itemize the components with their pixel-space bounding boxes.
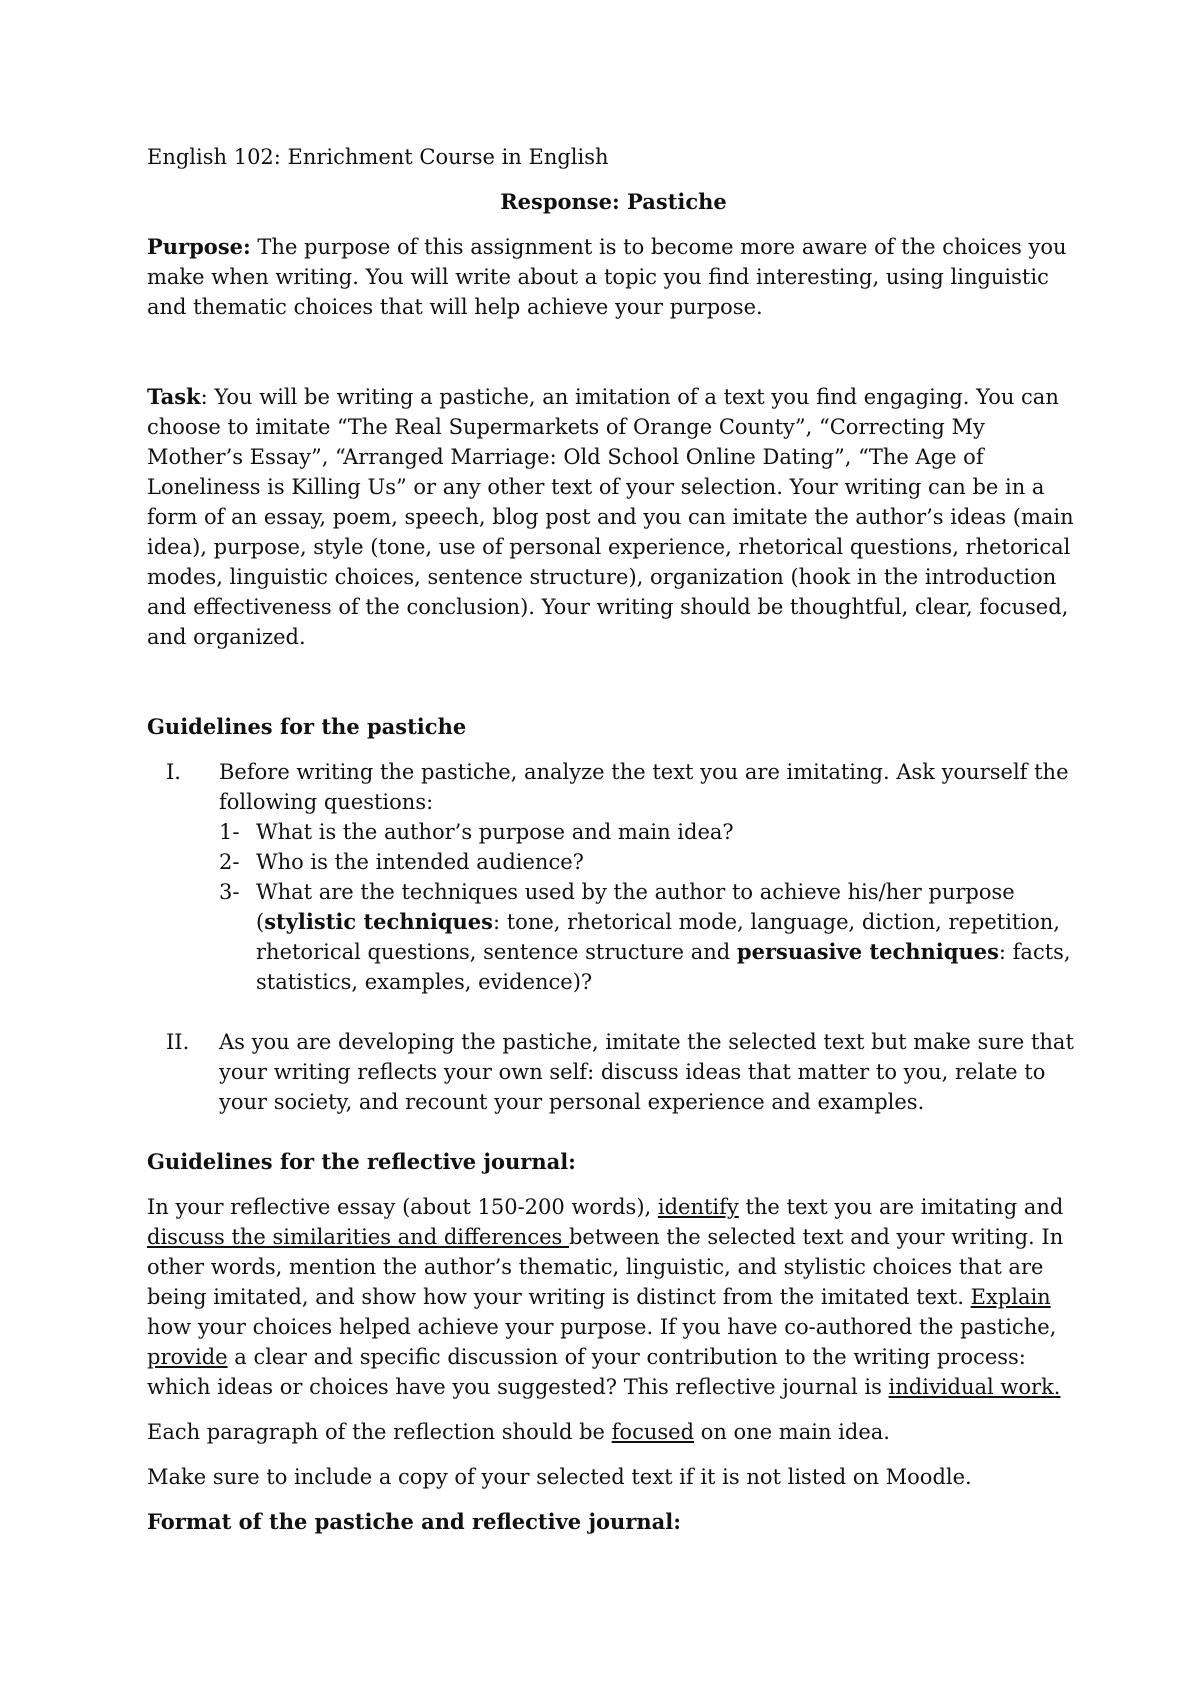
journal-text: a clear and specific discussion of your contribution to the writing process: which ideas or choices have you suggested? This reflective journal is [147, 1345, 1026, 1399]
roman-numeral: I. [166, 760, 181, 784]
question-number: 2- [219, 850, 240, 874]
underlined-term: discuss the similarities and differences [147, 1225, 569, 1249]
question-text: : facts, statistics, examples, evidence)? [256, 940, 1071, 994]
question-text: : tone, rhetorical mode, language, diction, repetition, rhetorical questions, sentence structure and [256, 910, 1060, 964]
moodle-paragraph: Make sure to include a copy of your selected text if it is not listed on Moodle. [147, 1465, 972, 1489]
journal-text: how your choices helped achieve your purpose. If you have co-authored the pastiche, [147, 1315, 1057, 1339]
purpose-label: Purpose: [147, 234, 251, 259]
task-paragraph [147, 382, 1080, 652]
question-text: What are the techniques used by the author to achieve his/her purpose ( [256, 880, 1015, 934]
guidelines-journal-heading: Guidelines for the reflective journal: [147, 1149, 576, 1174]
purpose-paragraph [147, 232, 1080, 322]
guideline-item-1 [147, 757, 1080, 997]
list-item [219, 847, 1080, 877]
course-title: English 102: Enrichment Course in English [147, 145, 609, 169]
journal-text: Each paragraph of the reflection should be [147, 1420, 612, 1444]
format-heading: Format of the pastiche and reflective journal: [147, 1509, 681, 1534]
purpose-text: The purpose of this assignment is to become more aware of the choices you make when writing. You will write about a topic you find interesting, using linguistic and thematic choices that will help achieve your purpose. [147, 235, 1067, 319]
question-number: 1- [219, 820, 240, 844]
spacer [147, 1117, 1080, 1147]
spacer [147, 667, 1080, 712]
spacer [147, 997, 1080, 1027]
persuasive-techniques-term: persuasive techniques [736, 939, 999, 964]
question-text: What is the author’s purpose and main idea? [256, 820, 734, 844]
journal-text: on one main idea. [694, 1420, 890, 1444]
underlined-term: Explain [970, 1285, 1051, 1309]
underlined-term: focused [611, 1420, 695, 1444]
underlined-term: identify [657, 1195, 739, 1219]
question-number: 3- [219, 880, 240, 904]
roman-numeral: II. [166, 1030, 190, 1054]
question-list [219, 817, 1080, 997]
focus-paragraph [147, 1417, 1080, 1447]
task-text: : You will be writing a pastiche, an imitation of a text you find engaging. You can choose to imitate “The Real Supermarkets of Orange County”, “Correcting My Mother’s Essay”, “Arranged Marriage: Old School Online Dating”, “The Age of Loneliness is Killing Us” or any other text of your selection. Your writing can be in a form of an essay, poem, speech, blog post and you can imitate the author’s ideas (main idea), purpose, style (tone, use of personal experience, rhetorical questions, rhetorical modes, linguistic choices, sentence structure), organization (hook in the introduction and effectiveness of the conclusion). Your writing should be thoughtful, clear, focused, and organized. [147, 385, 1074, 649]
journal-text: the text you are imitating and [738, 1195, 1064, 1219]
guideline-text: As you are developing the pastiche, imitate the selected text but make sure that your writing reflects your own self: discuss ideas that matter to you, relate to your society, and recount your personal experience and examples. [219, 1030, 1074, 1114]
journal-text: In your reflective essay (about 150-200 words), [147, 1195, 658, 1219]
journal-text: between the selected text and your writing. In other words, mention the author’s thematic, linguistic, and stylistic choices that are being imitated, and show how your writing is distinct from the imitated text. [147, 1225, 1064, 1309]
task-label: Task [147, 384, 201, 409]
underlined-term: provide [147, 1345, 228, 1369]
journal-paragraph [147, 1192, 1080, 1402]
guideline-item-2 [147, 1027, 1080, 1117]
underlined-term: individual work. [888, 1375, 1061, 1399]
question-text: Who is the intended audience? [256, 850, 584, 874]
guideline-text: Before writing the pastiche, analyze the text you are imitating. Ask yourself the following questions: [219, 760, 1069, 814]
spacer [147, 337, 1080, 382]
stylistic-techniques-term: stylistic techniques [264, 909, 493, 934]
list-item [219, 817, 1080, 847]
guidelines-pastiche-heading: Guidelines for the pastiche [147, 714, 467, 739]
assignment-title: Response: Pastiche [500, 189, 727, 214]
list-item [219, 877, 1080, 997]
